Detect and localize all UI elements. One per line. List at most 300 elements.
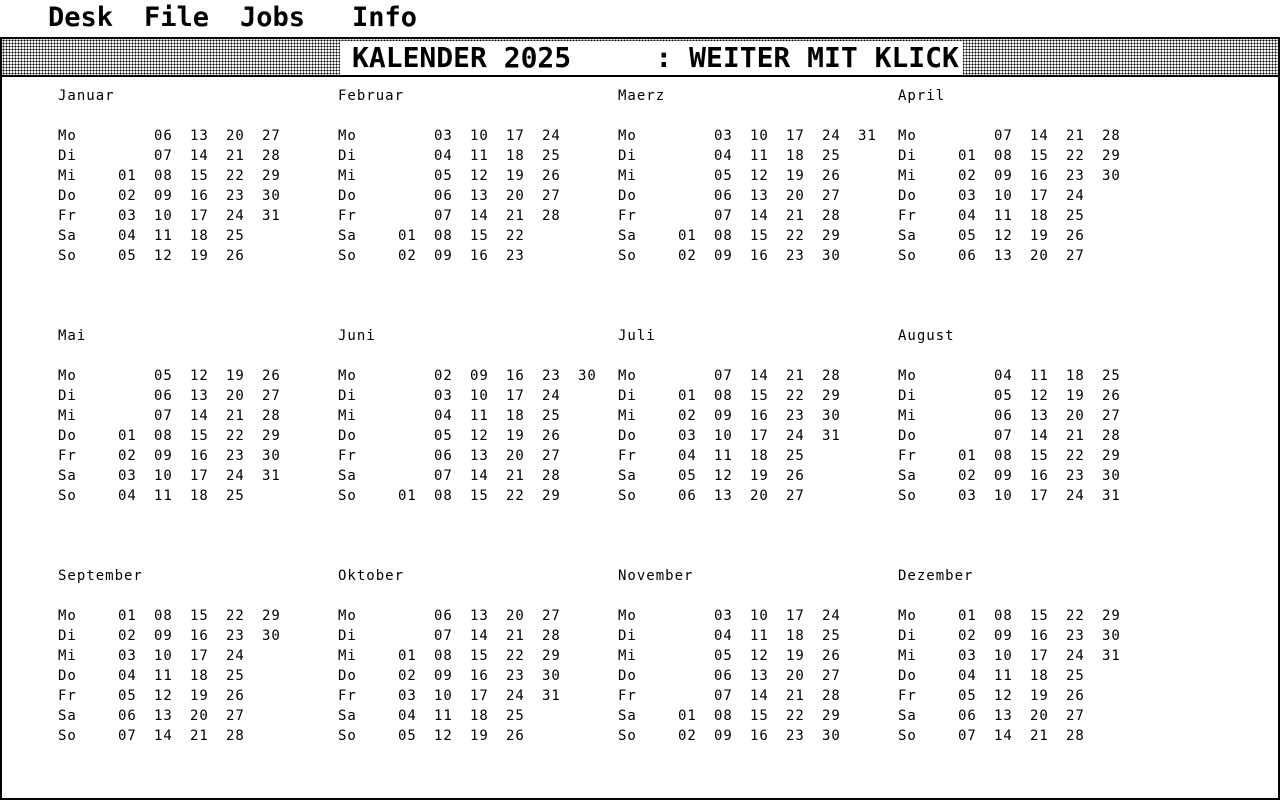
day-cell: 01 [678, 388, 697, 404]
day-cell: 02 [398, 248, 417, 264]
day-cell: 13 [750, 668, 769, 684]
day-cell: 28 [822, 688, 841, 704]
month-name: November [618, 568, 694, 584]
day-cell: 28 [542, 468, 561, 484]
day-cell: 03 [398, 688, 417, 704]
day-cell: 04 [434, 408, 453, 424]
weekday-label: Di [618, 148, 637, 164]
day-cell: 26 [506, 728, 525, 744]
day-cell: 03 [958, 488, 977, 504]
day-cell: 23 [1066, 628, 1085, 644]
day-cell: 12 [994, 688, 1013, 704]
day-cell: 05 [958, 228, 977, 244]
day-cell: 02 [434, 368, 453, 384]
day-cell: 04 [434, 148, 453, 164]
day-cell: 04 [118, 668, 137, 684]
day-cell: 20 [190, 708, 209, 724]
weekday-label: Di [58, 628, 77, 644]
day-cell: 18 [1030, 668, 1049, 684]
day-cell: 09 [434, 668, 453, 684]
day-cell: 06 [118, 708, 137, 724]
day-cell: 27 [1102, 408, 1121, 424]
month-name: Maerz [618, 88, 666, 104]
weekday-label: Sa [58, 468, 77, 484]
weekday-label: Mo [618, 608, 637, 624]
weekday-label: So [618, 728, 637, 744]
day-cell: 19 [1030, 228, 1049, 244]
weekday-label: Di [338, 388, 357, 404]
day-cell: 05 [958, 688, 977, 704]
day-cell: 27 [822, 668, 841, 684]
day-cell: 21 [1030, 728, 1049, 744]
day-cell: 27 [786, 488, 805, 504]
day-cell: 09 [154, 628, 173, 644]
weekday-label: Di [618, 388, 637, 404]
weekday-label: Do [338, 428, 357, 444]
day-cell: 11 [750, 628, 769, 644]
month-name: Dezember [898, 568, 974, 584]
day-cell: 15 [1030, 448, 1049, 464]
day-cell: 16 [190, 448, 209, 464]
day-cell: 08 [714, 228, 733, 244]
day-cell: 12 [470, 428, 489, 444]
day-cell: 01 [958, 448, 977, 464]
weekday-label: Di [58, 388, 77, 404]
day-cell: 08 [154, 168, 173, 184]
day-cell: 29 [822, 388, 841, 404]
weekday-label: Fr [338, 688, 357, 704]
day-cell: 10 [994, 488, 1013, 504]
day-cell: 16 [1030, 168, 1049, 184]
day-cell: 13 [154, 708, 173, 724]
day-cell: 19 [506, 428, 525, 444]
day-cell: 27 [542, 608, 561, 624]
weekday-label: Sa [58, 708, 77, 724]
day-cell: 13 [190, 388, 209, 404]
weekday-label: Fr [338, 448, 357, 464]
day-cell: 10 [714, 428, 733, 444]
weekday-label: Mo [338, 128, 357, 144]
day-cell: 24 [226, 468, 245, 484]
weekday-label: Fr [618, 688, 637, 704]
day-cell: 28 [822, 368, 841, 384]
day-cell: 15 [190, 428, 209, 444]
day-cell: 29 [262, 428, 281, 444]
weekday-label: Fr [618, 208, 637, 224]
day-cell: 22 [1066, 448, 1085, 464]
day-cell: 19 [1030, 688, 1049, 704]
day-cell: 10 [994, 188, 1013, 204]
day-cell: 20 [1066, 408, 1085, 424]
day-cell: 21 [226, 408, 245, 424]
month-name: Februar [338, 88, 405, 104]
day-cell: 03 [118, 208, 137, 224]
month-name: September [58, 568, 143, 584]
menu-file[interactable]: File [144, 2, 210, 33]
day-cell: 28 [822, 208, 841, 224]
day-cell: 23 [506, 248, 525, 264]
day-cell: 24 [822, 128, 841, 144]
day-cell: 06 [958, 708, 977, 724]
day-cell: 15 [470, 228, 489, 244]
menu-desk[interactable]: Desk [48, 2, 114, 33]
day-cell: 31 [262, 208, 281, 224]
day-cell: 18 [470, 708, 489, 724]
day-cell: 30 [262, 188, 281, 204]
day-cell: 25 [542, 408, 561, 424]
weekday-label: So [338, 488, 357, 504]
weekday-label: Sa [898, 228, 917, 244]
day-cell: 31 [858, 128, 877, 144]
day-cell: 11 [154, 488, 173, 504]
day-cell: 19 [190, 688, 209, 704]
day-cell: 14 [190, 148, 209, 164]
day-cell: 13 [470, 188, 489, 204]
day-cell: 17 [1030, 188, 1049, 204]
day-cell: 30 [1102, 468, 1121, 484]
weekday-label: Mi [58, 408, 77, 424]
weekday-label: Mi [58, 648, 77, 664]
day-cell: 24 [1066, 188, 1085, 204]
day-cell: 14 [470, 468, 489, 484]
day-cell: 26 [542, 428, 561, 444]
weekday-label: Fr [58, 688, 77, 704]
day-cell: 24 [542, 388, 561, 404]
day-cell: 28 [1102, 128, 1121, 144]
day-cell: 26 [1102, 388, 1121, 404]
day-cell: 07 [994, 428, 1013, 444]
day-cell: 02 [958, 628, 977, 644]
day-cell: 02 [118, 188, 137, 204]
day-cell: 07 [958, 728, 977, 744]
day-cell: 29 [822, 228, 841, 244]
weekday-label: So [58, 248, 77, 264]
day-cell: 02 [958, 468, 977, 484]
day-cell: 26 [542, 168, 561, 184]
day-cell: 09 [154, 448, 173, 464]
day-cell: 20 [226, 128, 245, 144]
day-cell: 22 [226, 608, 245, 624]
day-cell: 05 [714, 648, 733, 664]
day-cell: 09 [470, 368, 489, 384]
day-cell: 17 [190, 208, 209, 224]
day-cell: 17 [750, 428, 769, 444]
day-cell: 20 [786, 668, 805, 684]
day-cell: 08 [154, 608, 173, 624]
day-cell: 08 [714, 708, 733, 724]
day-cell: 11 [714, 448, 733, 464]
day-cell: 24 [822, 608, 841, 624]
day-cell: 30 [1102, 168, 1121, 184]
day-cell: 10 [154, 468, 173, 484]
weekday-label: Mi [338, 168, 357, 184]
menu-bar [0, 0, 1280, 36]
day-cell: 05 [398, 728, 417, 744]
day-cell: 11 [470, 408, 489, 424]
day-cell: 30 [822, 728, 841, 744]
day-cell: 18 [190, 668, 209, 684]
month-name: Oktober [338, 568, 405, 584]
day-cell: 15 [750, 388, 769, 404]
day-cell: 20 [506, 608, 525, 624]
day-cell: 16 [506, 368, 525, 384]
day-cell: 11 [434, 708, 453, 724]
calendar-window[interactable] [0, 37, 1280, 800]
day-cell: 01 [678, 228, 697, 244]
day-cell: 13 [470, 448, 489, 464]
day-cell: 24 [226, 208, 245, 224]
day-cell: 03 [434, 388, 453, 404]
day-cell: 13 [470, 608, 489, 624]
weekday-label: Sa [898, 708, 917, 724]
day-cell: 10 [154, 648, 173, 664]
day-cell: 20 [506, 448, 525, 464]
weekday-label: Sa [618, 708, 637, 724]
day-cell: 09 [994, 168, 1013, 184]
day-cell: 12 [154, 688, 173, 704]
day-cell: 30 [262, 628, 281, 644]
day-cell: 03 [714, 608, 733, 624]
weekday-label: So [58, 728, 77, 744]
day-cell: 04 [994, 368, 1013, 384]
weekday-label: Do [58, 188, 77, 204]
weekday-label: So [338, 728, 357, 744]
day-cell: 19 [750, 468, 769, 484]
day-cell: 04 [714, 148, 733, 164]
day-cell: 10 [470, 388, 489, 404]
day-cell: 06 [434, 188, 453, 204]
day-cell: 28 [1066, 728, 1085, 744]
day-cell: 01 [118, 608, 137, 624]
day-cell: 16 [750, 408, 769, 424]
day-cell: 24 [1066, 648, 1085, 664]
day-cell: 13 [1030, 408, 1049, 424]
day-cell: 01 [398, 228, 417, 244]
day-cell: 01 [678, 708, 697, 724]
day-cell: 22 [506, 488, 525, 504]
day-cell: 22 [226, 168, 245, 184]
day-cell: 21 [786, 208, 805, 224]
day-cell: 13 [714, 488, 733, 504]
day-cell: 12 [434, 728, 453, 744]
day-cell: 09 [714, 248, 733, 264]
menu-jobs[interactable]: Jobs [240, 2, 306, 33]
day-cell: 31 [822, 428, 841, 444]
day-cell: 12 [714, 468, 733, 484]
day-cell: 29 [1102, 148, 1121, 164]
day-cell: 13 [994, 248, 1013, 264]
day-cell: 15 [750, 228, 769, 244]
day-cell: 01 [398, 648, 417, 664]
day-cell: 23 [506, 668, 525, 684]
day-cell: 21 [190, 728, 209, 744]
weekday-label: Fr [338, 208, 357, 224]
weekday-label: So [58, 488, 77, 504]
weekday-label: So [898, 248, 917, 264]
day-cell: 14 [750, 208, 769, 224]
day-cell: 10 [750, 128, 769, 144]
day-cell: 11 [750, 148, 769, 164]
day-cell: 06 [958, 248, 977, 264]
day-cell: 05 [118, 688, 137, 704]
day-cell: 01 [958, 148, 977, 164]
day-cell: 16 [470, 668, 489, 684]
day-cell: 29 [262, 608, 281, 624]
day-cell: 26 [226, 248, 245, 264]
day-cell: 09 [434, 248, 453, 264]
weekday-label: Mo [338, 368, 357, 384]
day-cell: 14 [154, 728, 173, 744]
day-cell: 06 [154, 388, 173, 404]
day-cell: 23 [1066, 468, 1085, 484]
weekday-label: Di [338, 628, 357, 644]
day-cell: 15 [470, 648, 489, 664]
weekday-label: Fr [898, 688, 917, 704]
day-cell: 28 [262, 148, 281, 164]
day-cell: 15 [750, 708, 769, 724]
month-name: Januar [58, 88, 115, 104]
day-cell: 27 [262, 388, 281, 404]
day-cell: 13 [994, 708, 1013, 724]
day-cell: 01 [118, 428, 137, 444]
day-cell: 29 [542, 648, 561, 664]
day-cell: 21 [1066, 428, 1085, 444]
day-cell: 30 [1102, 628, 1121, 644]
day-cell: 01 [398, 488, 417, 504]
day-cell: 22 [506, 648, 525, 664]
day-cell: 12 [154, 248, 173, 264]
day-cell: 19 [226, 368, 245, 384]
weekday-label: Fr [898, 208, 917, 224]
day-cell: 24 [226, 648, 245, 664]
month-name: August [898, 328, 955, 344]
day-cell: 02 [678, 248, 697, 264]
day-cell: 07 [994, 128, 1013, 144]
day-cell: 04 [958, 208, 977, 224]
day-cell: 06 [714, 668, 733, 684]
day-cell: 05 [994, 388, 1013, 404]
day-cell: 25 [506, 708, 525, 724]
day-cell: 19 [786, 648, 805, 664]
day-cell: 19 [506, 168, 525, 184]
day-cell: 10 [470, 128, 489, 144]
day-cell: 20 [506, 188, 525, 204]
day-cell: 20 [1030, 708, 1049, 724]
day-cell: 12 [190, 368, 209, 384]
day-cell: 26 [226, 688, 245, 704]
day-cell: 21 [1066, 128, 1085, 144]
day-cell: 22 [1066, 148, 1085, 164]
day-cell: 19 [1066, 388, 1085, 404]
weekday-label: Di [898, 628, 917, 644]
day-cell: 03 [678, 428, 697, 444]
weekday-label: Di [898, 388, 917, 404]
day-cell: 25 [542, 148, 561, 164]
day-cell: 04 [958, 668, 977, 684]
weekday-label: Fr [58, 448, 77, 464]
day-cell: 17 [470, 688, 489, 704]
day-cell: 21 [226, 148, 245, 164]
day-cell: 04 [714, 628, 733, 644]
day-cell: 02 [958, 168, 977, 184]
day-cell: 05 [434, 428, 453, 444]
day-cell: 24 [506, 688, 525, 704]
day-cell: 14 [750, 688, 769, 704]
day-cell: 14 [190, 408, 209, 424]
day-cell: 02 [678, 728, 697, 744]
day-cell: 29 [1102, 608, 1121, 624]
month-name: Juli [618, 328, 656, 344]
weekday-label: Di [898, 148, 917, 164]
day-cell: 23 [786, 728, 805, 744]
day-cell: 17 [506, 128, 525, 144]
day-cell: 02 [678, 408, 697, 424]
day-cell: 25 [226, 488, 245, 504]
day-cell: 23 [542, 368, 561, 384]
day-cell: 27 [822, 188, 841, 204]
weekday-label: Mo [58, 608, 77, 624]
day-cell: 13 [190, 128, 209, 144]
day-cell: 16 [190, 188, 209, 204]
day-cell: 14 [1030, 128, 1049, 144]
day-cell: 11 [154, 228, 173, 244]
weekday-label: Do [618, 428, 637, 444]
day-cell: 11 [470, 148, 489, 164]
day-cell: 19 [190, 248, 209, 264]
weekday-label: Mi [618, 168, 637, 184]
day-cell: 03 [118, 648, 137, 664]
day-cell: 26 [822, 168, 841, 184]
day-cell: 21 [506, 628, 525, 644]
weekday-label: Do [898, 188, 917, 204]
day-cell: 30 [822, 248, 841, 264]
day-cell: 27 [1066, 248, 1085, 264]
day-cell: 06 [434, 448, 453, 464]
day-cell: 08 [994, 148, 1013, 164]
day-cell: 22 [786, 708, 805, 724]
weekday-label: Mi [338, 648, 357, 664]
day-cell: 29 [1102, 448, 1121, 464]
window-title-bar[interactable] [2, 39, 1278, 77]
day-cell: 12 [750, 648, 769, 664]
day-cell: 02 [118, 448, 137, 464]
day-cell: 07 [714, 368, 733, 384]
menu-info[interactable]: Info [352, 2, 418, 33]
weekday-label: Mi [898, 408, 917, 424]
day-cell: 09 [994, 628, 1013, 644]
day-cell: 16 [750, 728, 769, 744]
day-cell: 07 [118, 728, 137, 744]
day-cell: 14 [470, 628, 489, 644]
day-cell: 17 [786, 608, 805, 624]
day-cell: 27 [1066, 708, 1085, 724]
day-cell: 04 [678, 448, 697, 464]
day-cell: 15 [1030, 148, 1049, 164]
day-cell: 03 [714, 128, 733, 144]
day-cell: 18 [190, 228, 209, 244]
day-cell: 16 [1030, 628, 1049, 644]
day-cell: 08 [714, 388, 733, 404]
weekday-label: So [618, 488, 637, 504]
day-cell: 31 [1102, 648, 1121, 664]
day-cell: 08 [994, 608, 1013, 624]
weekday-label: Mo [898, 368, 917, 384]
weekday-label: Do [898, 668, 917, 684]
day-cell: 09 [714, 408, 733, 424]
day-cell: 05 [678, 468, 697, 484]
day-cell: 16 [190, 628, 209, 644]
day-cell: 14 [1030, 428, 1049, 444]
